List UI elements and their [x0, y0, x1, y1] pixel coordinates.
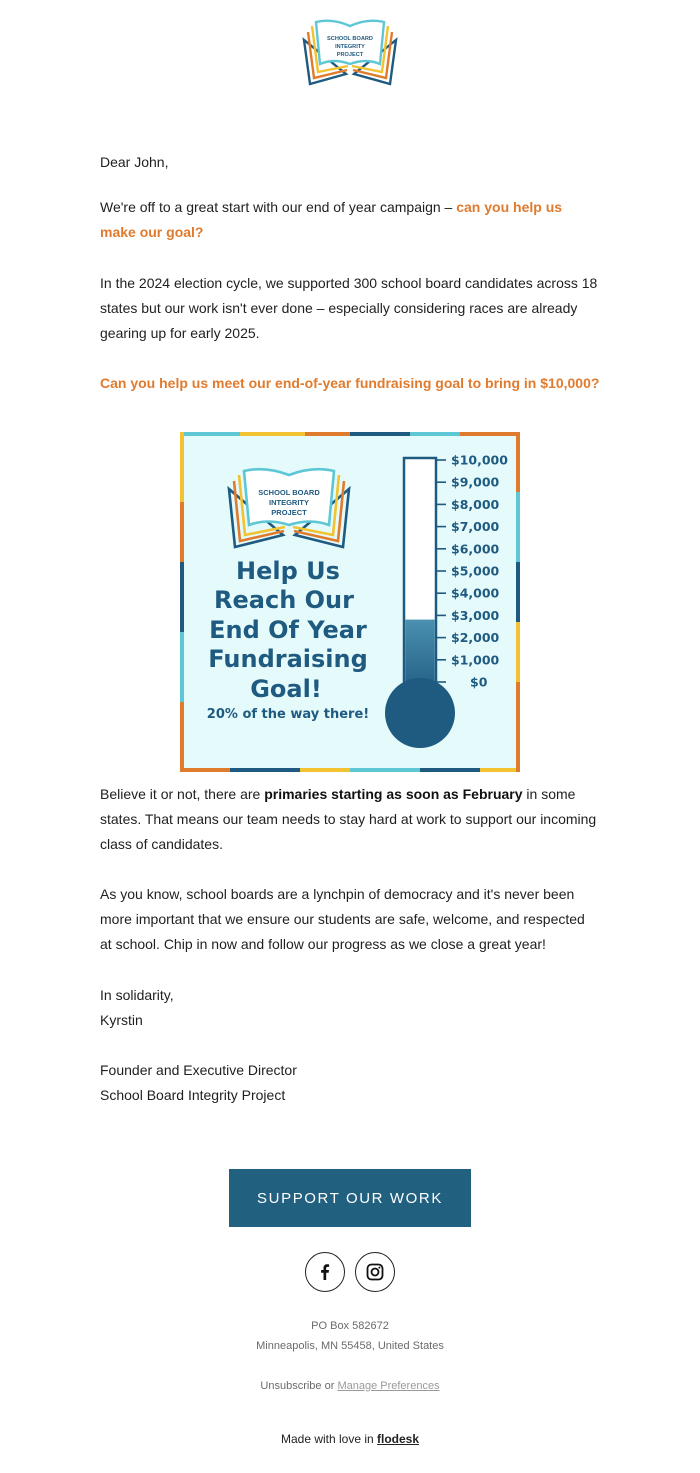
headline-line-5: Goal! — [250, 675, 322, 703]
progress-text: 20% of the way there! — [206, 707, 370, 722]
made-with-love — [0, 1432, 700, 1446]
footer-address-line-2: Minneapolis, MN 55458, United States — [256, 1340, 444, 1352]
signer-name: Kyrstin — [100, 1012, 143, 1028]
greeting: Dear John, — [100, 154, 169, 170]
scale-label: $7,000 — [451, 519, 500, 535]
manage-preferences-link[interactable]: Manage Preferences — [337, 1380, 440, 1392]
scale-label: $0 — [470, 674, 488, 690]
fundraising-goal-callout: Can you help us meet our end-of-year fundraising goal to bring in $10,000? — [100, 375, 600, 391]
paragraph-2: In the 2024 election cycle, we supported 300 school board candidates across 18 states but our work isn't ever done – especially considering races are already gearing up for early 2025. — [100, 275, 598, 341]
unsubscribe-link[interactable]: Unsubscribe — [260, 1380, 322, 1392]
scale-label: $2,000 — [451, 630, 500, 646]
facebook-icon — [315, 1262, 335, 1282]
made-with-text: Made with love in — [280, 1432, 378, 1446]
headline-line-4: Fundraising — [208, 645, 368, 673]
logo-top — [300, 18, 400, 88]
paragraph-1-text: We're off to a great start with our end of year campaign – — [100, 199, 457, 215]
graphic-logo-line3: PROJECT — [271, 508, 307, 517]
paragraph-4-bold: primaries starting as soon as February — [264, 786, 523, 802]
instagram-link[interactable] — [355, 1252, 395, 1292]
graphic-logo-line1: SCHOOL BOARD — [258, 488, 320, 497]
footer-address-line-1: PO Box 582672 — [311, 1320, 389, 1332]
support-our-work-button[interactable]: SUPPORT OUR WORK — [229, 1169, 471, 1227]
paragraph-4-pre: Believe it or not, there are — [100, 786, 265, 802]
graphic-logo-line2: INTEGRITY — [268, 498, 310, 507]
facebook-link[interactable] — [305, 1252, 345, 1292]
signoff: In solidarity, — [100, 987, 174, 1003]
footer-or: or — [321, 1380, 338, 1392]
organization-name: School Board Integrity Project — [100, 1087, 286, 1103]
flodesk-link[interactable]: flodesk — [377, 1432, 420, 1446]
headline-line-1: Help Us — [236, 557, 340, 585]
scale-label: $8,000 — [451, 496, 500, 512]
headline-line-3: End Of Year — [209, 616, 367, 644]
signer-title: Founder and Executive Director — [100, 1062, 297, 1078]
logo-text-line3: PROJECT — [336, 52, 364, 58]
scale-label: $1,000 — [451, 652, 500, 668]
instagram-icon — [365, 1262, 385, 1282]
footer-preferences — [0, 1380, 700, 1392]
fundraising-thermometer-graphic — [180, 432, 520, 772]
headline-line-2: Reach Our — [214, 586, 354, 614]
scale-label: $9,000 — [451, 474, 500, 490]
paragraph-4 — [100, 782, 600, 857]
logo-text-line2: INTEGRITY — [335, 44, 365, 50]
scale-label: $6,000 — [451, 541, 500, 557]
scale-label: $5,000 — [451, 563, 500, 579]
logo-text-line1: SCHOOL BOARD — [327, 36, 373, 42]
scale-label: $10,000 — [451, 452, 508, 468]
scale-label: $3,000 — [451, 607, 500, 623]
paragraph-1 — [100, 195, 600, 245]
paragraph-1-highlight: can you help us make our goal? — [100, 199, 563, 240]
paragraph-5: As you know, school boards are a lynchpin of democracy and it's never been more important that we ensure our students are safe, welcome, and respected at school. Chip in now and follow our progress as we close a great year! — [100, 886, 585, 952]
scale-label: $4,000 — [451, 585, 500, 601]
paragraph-4-post: in some states. That means our team needs to stay hard at work to support our incoming class of candidates. — [100, 786, 597, 852]
